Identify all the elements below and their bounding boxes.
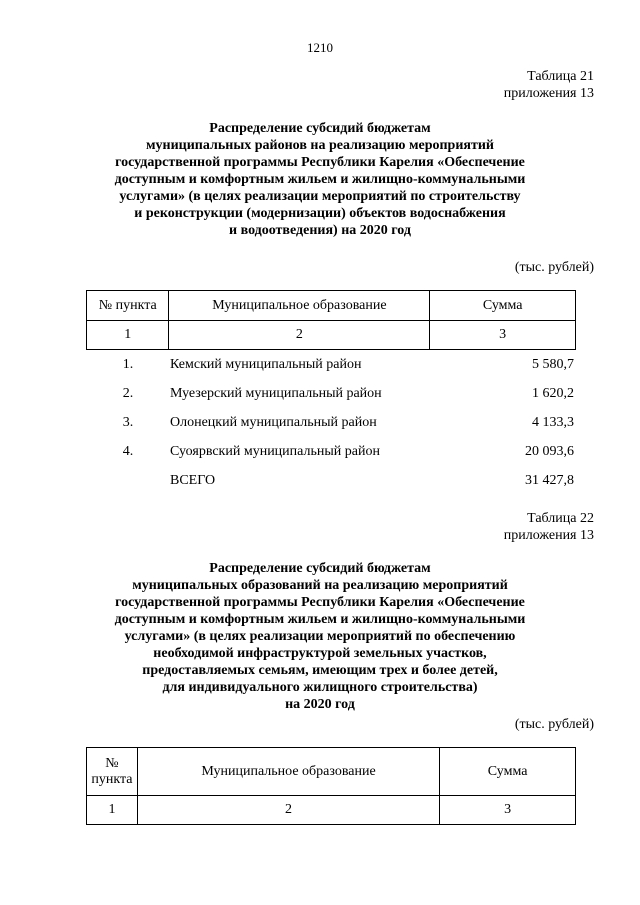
table21-colnum-3: 3 bbox=[430, 321, 576, 350]
table22-heading-line: муниципальных образований на реализацию мероприятий bbox=[132, 578, 508, 593]
page-number: 1210 bbox=[307, 40, 333, 55]
row-number: 1. bbox=[122, 356, 134, 372]
table21-heading-line: доступным и комфортным жильем и жилищно-коммунальными bbox=[114, 172, 526, 187]
table22-colnum-1: 1 bbox=[87, 796, 138, 825]
total-number-empty bbox=[86, 466, 170, 495]
table21-caption bbox=[504, 68, 594, 102]
row-number: 2. bbox=[122, 385, 134, 401]
row-sum: 20 093,6 bbox=[525, 443, 574, 459]
table22-heading-line: услугами» (в целях реализации мероприятий по обеспечению bbox=[124, 629, 516, 644]
table21-caption-appendix: приложения 13 bbox=[503, 86, 594, 101]
table22-header-num bbox=[87, 748, 138, 796]
table21-units: (тыс. рублей) bbox=[514, 260, 594, 275]
table22-heading-line: доступным и комфортным жильем и жилищно-коммунальными bbox=[114, 612, 526, 627]
table-row bbox=[86, 379, 574, 408]
table22-header-table bbox=[86, 747, 576, 825]
table21-caption-title: Таблица 21 bbox=[527, 69, 594, 84]
table22-colnum-3: 3 bbox=[440, 796, 576, 825]
table21-header-table bbox=[86, 290, 576, 350]
table22-heading-line: для индивидуального жилищного строительства) bbox=[162, 680, 478, 695]
table21-heading-line: и реконструкции (модернизации) объектов водоснабжения bbox=[134, 206, 506, 221]
table22-caption bbox=[504, 510, 594, 544]
row-municipality: Муезерский муниципальный район bbox=[170, 385, 382, 401]
table21-header-num: № пункта bbox=[87, 291, 169, 321]
table21-heading-line: государственной программы Республики Карелия «Обеспечение bbox=[115, 155, 525, 170]
table21-heading-line: услугами» (в целях реализации мероприятий по строительству bbox=[119, 189, 521, 204]
table22-header-num-line1: № bbox=[105, 755, 119, 771]
table22-caption-appendix: приложения 13 bbox=[503, 528, 594, 543]
total-label: ВСЕГО bbox=[170, 472, 216, 488]
total-row bbox=[86, 466, 574, 495]
table21-heading-line: и водоотведения) на 2020 год bbox=[229, 223, 411, 238]
row-number: 4. bbox=[122, 443, 134, 459]
table22-heading-line: на 2020 год bbox=[285, 697, 355, 712]
table22-heading-line: предоставляемых семьям, имеющим трех и более детей, bbox=[142, 663, 498, 678]
table21-heading bbox=[60, 120, 580, 239]
table21-heading-line: муниципальных районов на реализацию мероприятий bbox=[146, 138, 494, 153]
row-number: 3. bbox=[122, 414, 134, 430]
table22-heading-line: необходимой инфраструктурой земельных участков, bbox=[153, 646, 487, 661]
table22-colnum-2: 2 bbox=[137, 796, 439, 825]
table-row bbox=[86, 350, 574, 379]
table-row bbox=[86, 408, 574, 437]
row-sum: 1 620,2 bbox=[532, 385, 574, 401]
table22-heading-line: Распределение субсидий бюджетам bbox=[209, 561, 431, 576]
table22-heading-line: государственной программы Республики Карелия «Обеспечение bbox=[115, 595, 525, 610]
table21-colnum-2: 2 bbox=[169, 321, 430, 350]
table-row bbox=[86, 437, 574, 466]
table22-caption-title: Таблица 22 bbox=[527, 511, 594, 526]
table22-heading bbox=[60, 560, 580, 713]
row-sum: 5 580,7 bbox=[532, 356, 574, 372]
table21-header-sum: Сумма bbox=[430, 291, 576, 321]
total-sum: 31 427,8 bbox=[525, 472, 574, 488]
table22-header-name: Муниципальное образование bbox=[137, 748, 439, 796]
row-sum: 4 133,3 bbox=[532, 414, 574, 430]
table21-heading-line: Распределение субсидий бюджетам bbox=[209, 121, 431, 136]
table22-units: (тыс. рублей) bbox=[514, 717, 594, 732]
table21-data bbox=[86, 350, 574, 495]
row-municipality: Суоярвский муниципальный район bbox=[170, 443, 380, 459]
table21-header-name: Муниципальное образование bbox=[169, 291, 430, 321]
table21-colnum-1: 1 bbox=[87, 321, 169, 350]
row-municipality: Кемский муниципальный район bbox=[170, 356, 362, 372]
table22-header-sum: Сумма bbox=[440, 748, 576, 796]
table22-header-num-line2: пункта bbox=[91, 771, 133, 787]
row-municipality: Олонецкий муниципальный район bbox=[170, 414, 377, 430]
